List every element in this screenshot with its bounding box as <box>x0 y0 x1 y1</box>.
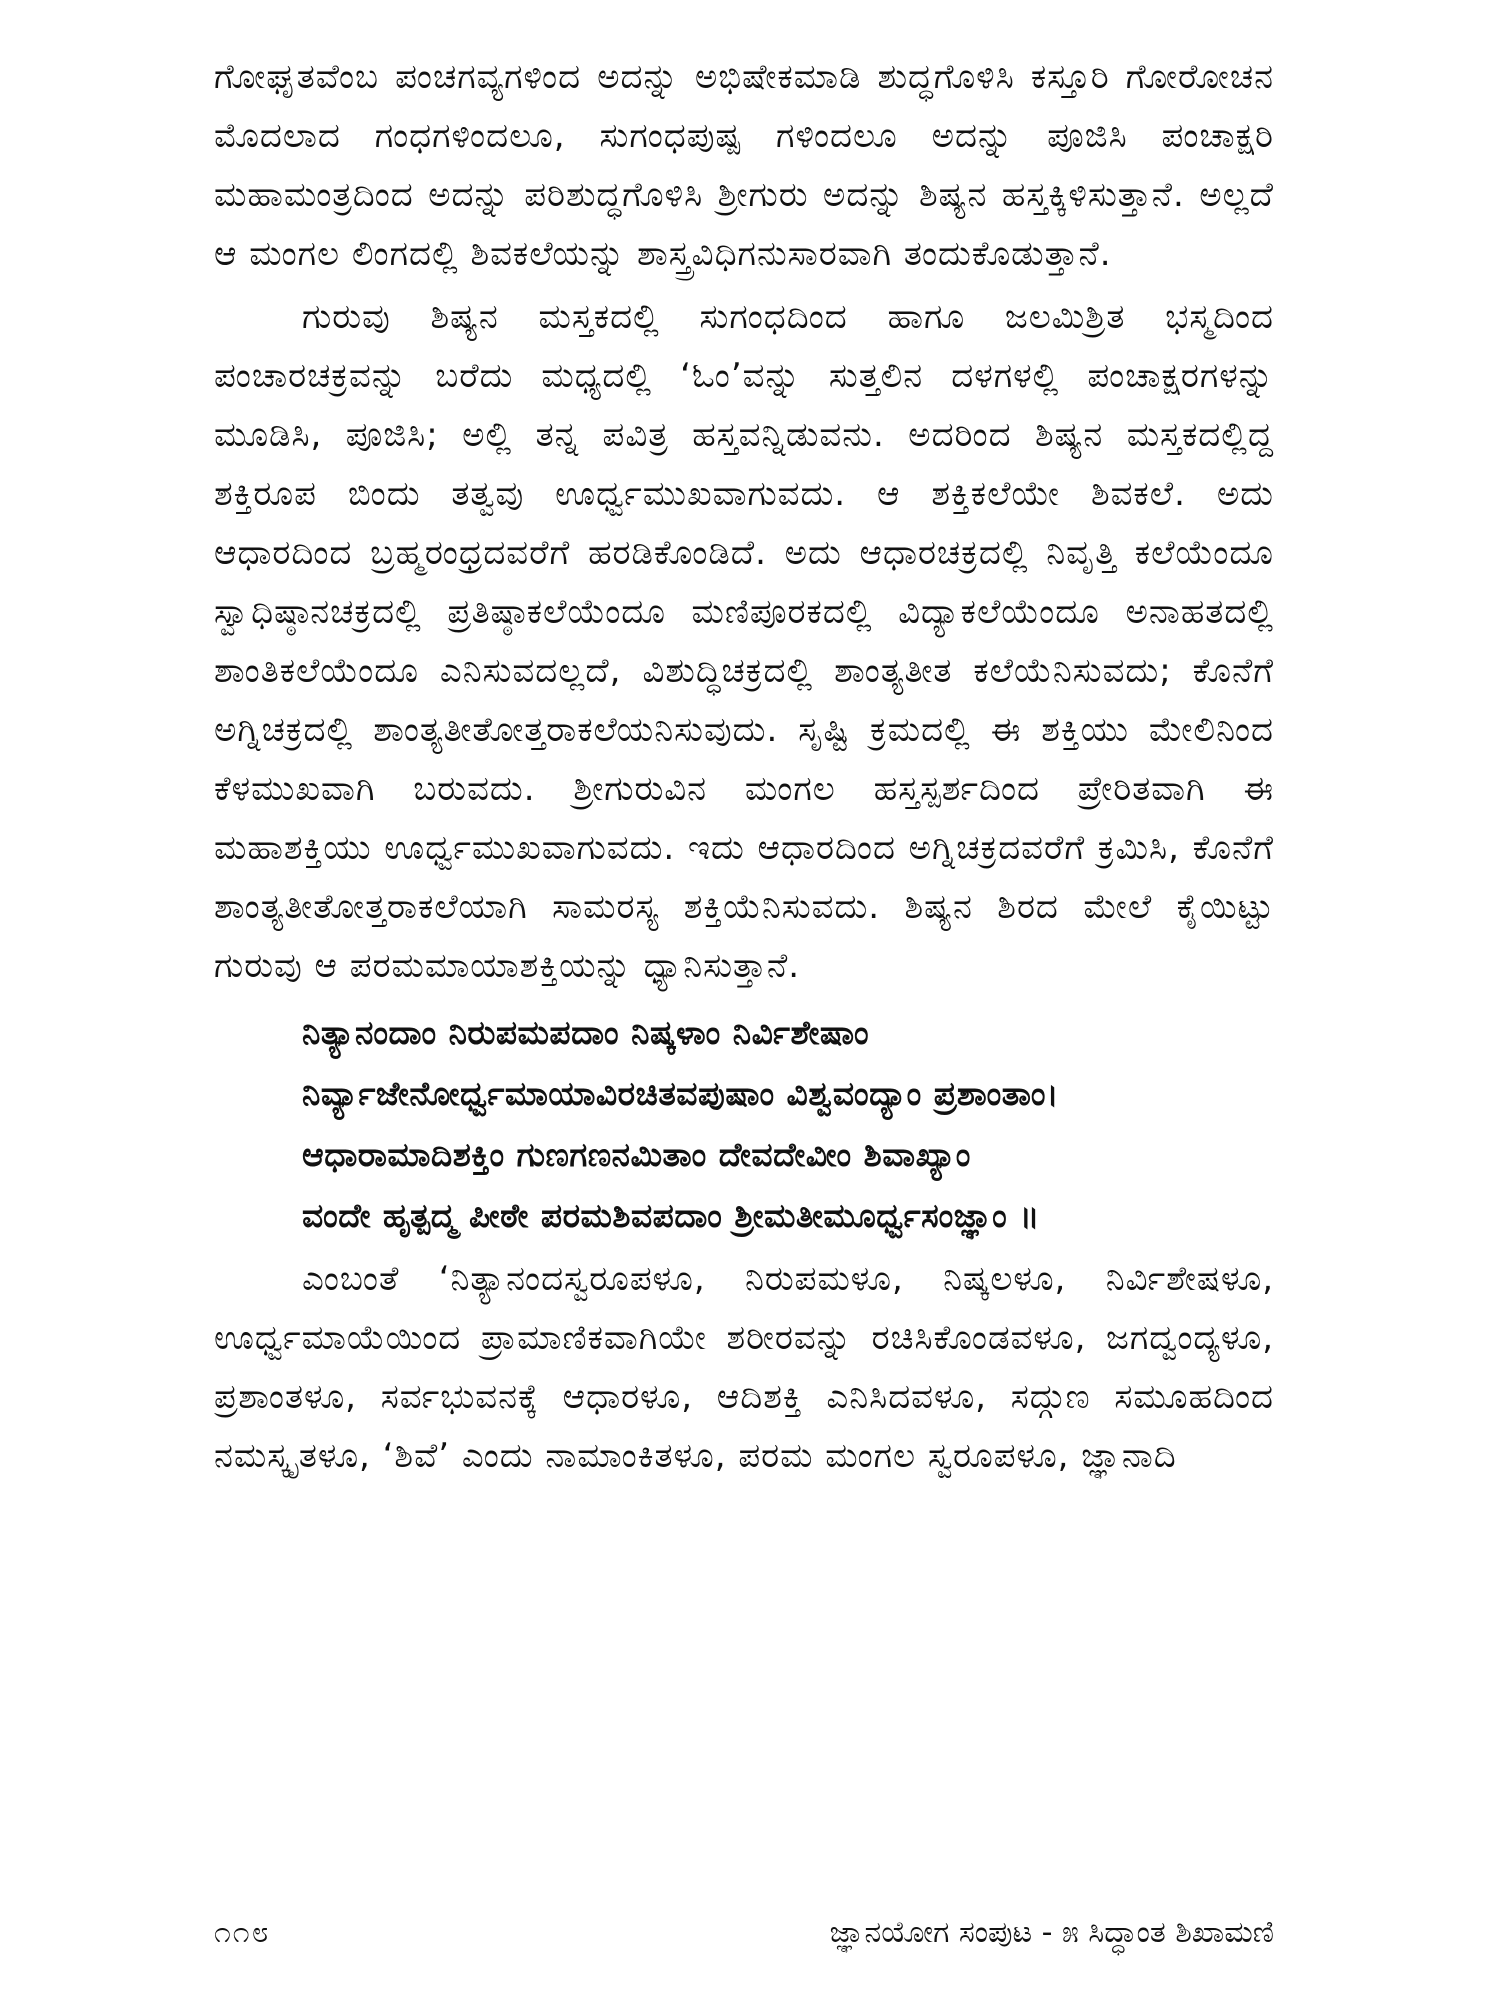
paragraph-shiva-kala: ಗುರುವು ಶಿಷ್ಯನ ಮಸ್ತಕದಲ್ಲಿ ಸುಗಂಧದಿಂದ ಹಾಗೂ ಜಲಮಿಶ್ರಿತ ಭಸ್ಮದಿಂದ ಪಂಚಾರಚಕ್ರವನ್ನು ಬರೆದು ಮಧ್ಯದಲ್ಲಿ ‘ಓಂ’ವನ್ನು ಸುತ್ತಲಿನ ದಳಗಳಲ್ಲಿ ಪಂಚಾಕ್ಷರಗಳನ್ನು ಮೂಡಿಸಿ, ಪೂಜಿಸಿ; ಅಲ್ಲಿ ತನ್ನ ಪವಿತ್ರ ಹಸ್ತವನ್ನಿಡುವನು. ಅದರಿಂದ ಶಿಷ್ಯನ ಮಸ್ತಕದಲ್ಲಿದ್ದ ಶಕ್ತಿರೂಪ ಬಿಂದು ತತ್ವವು ಊರ್ಧ್ವಮುಖವಾಗುವದು. ಆ ಶಕ್ತಿಕಲೆಯೇ ಶಿವಕಲೆ. ಅದು ಆಧಾರದಿಂದ ಬ್ರಹ್ಮರಂಧ್ರದವರೆಗೆ ಹರಡಿಕೊಂಡಿದೆ. ಅದು ಆಧಾರಚಕ್ರದಲ್ಲಿ ನಿವೃತ್ತಿ ಕಲೆಯೆಂದೂ ಸ್ವಾಧಿಷ್ಠಾನಚಕ್ರದಲ್ಲಿ ಪ್ರತಿಷ್ಠಾಕಲೆಯೆಂದೂ ಮಣಿಪೂರಕದಲ್ಲಿ ವಿದ್ಯಾಕಲೆಯೆಂದೂ ಅನಾಹತದಲ್ಲಿ ಶಾಂತಿಕಲೆಯೆಂದೂ ಎನಿಸುವದಲ್ಲದೆ, ವಿಶುದ್ಧಿಚಕ್ರದಲ್ಲಿ ಶಾಂತ್ಯತೀತ ಕಲೆಯೆನಿಸುವದು; ಕೊನೆಗೆ ಅಗ್ನಿಚಕ್ರದಲ್ಲಿ ಶಾಂತ್ಯತೀತೋತ್ತರಾಕಲೆಯನಿಸುವುದು. ಸೃಷ್ಟಿ ಕ್ರಮದಲ್ಲಿ ಈ ಶಕ್ತಿಯು ಮೇಲಿನಿಂದ ಕೆಳಮುಖವಾಗಿ ಬರುವದು. ಶ್ರೀಗುರುವಿನ ಮಂಗಲ ಹಸ್ತಸ್ಪರ್ಶದಿಂದ ಪ್ರೇರಿತವಾಗಿ ಈ ಮಹಾಶಕ್ತಿಯು ಊರ್ಧ್ವಮುಖವಾಗುವದು. ಇದು ಆಧಾರದಿಂದ ಅಗ್ನಿಚಕ್ರದವರೆಗೆ ಕ್ರಮಿಸಿ, ಕೊನೆಗೆ ಶಾಂತ್ಯತೀತೋತ್ತರಾಕಲೆಯಾಗಿ ಸಾಮರಸ್ಯ ಶಕ್ತಿಯೆನಿಸುವದು. ಶಿಷ್ಯನ ಶಿರದ ಮೇಲೆ ಕೈಯಿಟ್ಟು ಗುರುವು ಆ ಪರಮಮಾಯಾಶಕ್ತಿಯನ್ನು ಧ್ಯಾನಿಸುತ್ತಾನೆ. <box>214 297 1275 986</box>
sanskrit-verse <box>302 1002 1274 1246</box>
verse-line: ಆಧಾರಾಮಾದಿಶಕ್ತಿಂ ಗುಣಗಣನಮಿತಾಂ ದೇವದೇವೀಂ ಶಿವಾಖ್ಯಾಂ <box>302 1135 971 1174</box>
running-title: ಜ್ಞಾನಯೋಗ ಸಂಪುಟ - ೫ ಸಿದ್ಧಾಂತ ಶಿಖಾಮಣಿ <box>829 1915 1274 1950</box>
paragraph-verse-meaning: ಎಂಬಂತೆ ‘ನಿತ್ಯಾನಂದಸ್ವರೂಪಳೂ, ನಿರುಪಮಳೂ, ನಿಷ್ಕಲಳೂ, ನಿರ್ವಿಶೇಷಳೂ, ಊರ್ಧ್ವಮಾಯೆಯಿಂದ ಪ್ರಾಮಾಣಿಕವಾಗಿಯೇ ಶರೀರವನ್ನು ರಚಿಸಿಕೊಂಡವಳೂ, ಜಗದ್ವಂದ್ಯಳೂ, ಪ್ರಶಾಂತಳೂ, ಸರ್ವಭುವನಕ್ಕೆ ಆಧಾರಳೂ, ಆದಿಶಕ್ತಿ ಎನಿಸಿದವಳೂ, ಸದ್ಗುಣ ಸಮೂಹದಿಂದ ನಮಸ್ಕೃತಳೂ, ‘ಶಿವೆ’ ಎಂದು ನಾಮಾಂಕಿತಳೂ, ಪರಮ ಮಂಗಲ ಸ್ವರೂಪಳೂ, ಜ್ಞಾನಾದಿ <box>214 1259 1274 1476</box>
verse-line: ನಿರ್ವ್ಯಾಜೇನೋರ್ಧ್ವಮಾಯಾವಿರಚಿತವಪುಷಾಂ ವಿಶ್ವವಂದ್ಯಾಂ ಪ್ರಶಾಂತಾಂ। <box>302 1074 1060 1113</box>
verse-line: ನಿತ್ಯಾನಂದಾಂ ನಿರುಪಮಪದಾಂ ನಿಷ್ಕಳಾಂ ನಿರ್ವಿಶೇಷಾಂ <box>302 1013 870 1052</box>
page-number: ೧೧೮ <box>214 1915 271 1950</box>
verse-line: ವಂದೇ ಹೃತ್ಪದ್ಮ ಪೀಠೇ ಪರಮಶಿವಪದಾಂ ಶ್ರೀಮತೀಮೂರ್ಧ್ವಸಂಜ್ಞಾಂ ॥ <box>302 1196 1040 1235</box>
paragraph-continuation: ಗೋಘೃತವೆಂಬ ಪಂಚಗವ್ಯಗಳಿಂದ ಅದನ್ನು ಅಭಿಷೇಕಮಾಡಿ ಶುದ್ಧಗೊಳಿಸಿ ಕಸ್ತೂರಿ ಗೋರೋಚನ ಮೊದಲಾದ ಗಂಧಗಳಿಂದಲೂ, ಸುಗಂಧಪುಷ್ಪ ಗಳಿಂದಲೂ ಅದನ್ನು ಪೂಜಿಸಿ ಪಂಚಾಕ್ಷರಿ ಮಹಾಮಂತ್ರದಿಂದ ಅದನ್ನು ಪರಿಶುದ್ಧಗೊಳಿಸಿ ಶ್ರೀಗುರು ಅದನ್ನು ಶಿಷ್ಯನ ಹಸ್ತಕ್ಕಿಳಿಸುತ್ತಾನೆ. ಅಲ್ಲದೆ ಆ ಮಂಗಲ ಲಿಂಗದಲ್ಲಿ ಶಿವಕಲೆಯನ್ನು ಶಾಸ್ತ್ರವಿಧಿಗನುಸಾರವಾಗಿ ತಂದುಕೊಡುತ್ತಾನೆ. <box>214 57 1274 274</box>
page-footer <box>214 1908 1274 1958</box>
page-body <box>214 48 1274 1948</box>
